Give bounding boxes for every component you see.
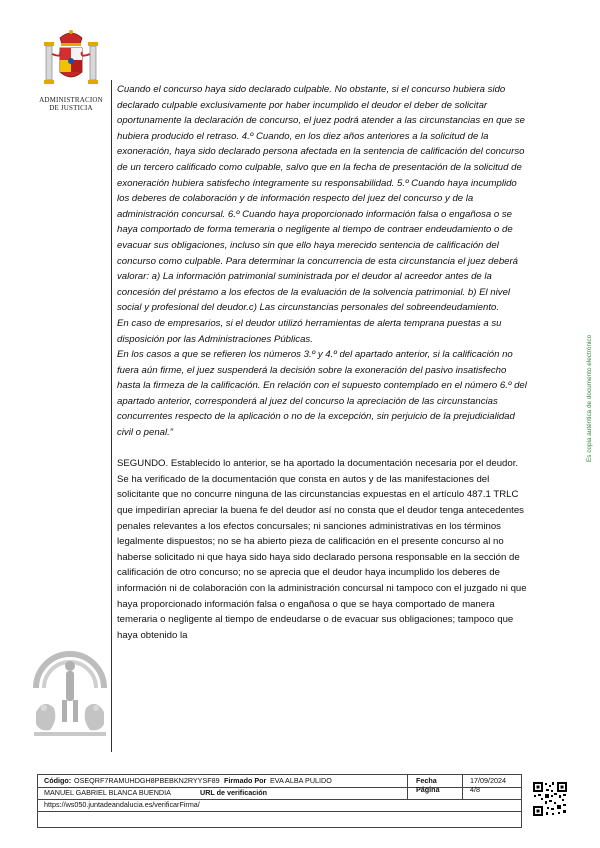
fecha-label: Fecha — [416, 776, 437, 785]
url-label: URL de verificación — [200, 788, 267, 797]
andalusia-emblem-icon — [30, 628, 110, 740]
quoted-paragraph: Cuando el concurso haya sido declarado culpable. No obstante, si el concurso hubiera sido declarado culpable exclusivamente por haber incumplido el deudor el deber de solicitar oportunamente la declaración de concurso, el juez podrá atender a las circunstancias en que se hubiera producido el retraso. 4.º Cuando, en los diez años anteriores a la solicitud de la exoneración, haya sido declarado persona afectada en la sentencia de calificación del concurso de un tercero calificado como culpable, salvo que en la fecha de presentación de la solicitud de exoneración hubiera satisfecho íntegramente su responsabilidad. 5.º Cuando haya incumplido los deberes de colaboración y de información respecto del juez del concurso y de la administración concursal. 6.º Cuando haya proporcionado información falsa o engañosa o se haya comportado de forma temeraria o negligente al tiempo de contraer endeudamiento o de evacuar sus obligaciones, incluso sin que ello haya merecido sentencia de calificación del concurso como culpable. Para determinar la concurrencia de esta circunstancia el juez deberá valorar: a) La información patrimonial suministrada por el deudor al acreedor antes de la concesión del préstamo a los efectos de la evaluación de la solvencia patrimonial. b) El nivel social y profesional del deudor.c) Las circunstancias personales del sobreendeudamiento. — [117, 84, 525, 314]
institution-label: ADMINISTRACION DE JUSTICIA — [39, 96, 103, 112]
fecha-value: 17/09/2024 — [470, 776, 506, 785]
coat-of-arms-icon — [40, 28, 102, 96]
qr-code-icon — [532, 781, 568, 817]
verification-link[interactable]: https://ws050.juntadeandalucia.es/verificarFirma/ — [44, 800, 200, 809]
authenticity-note: Es copia auténtica de documento electrónico — [586, 334, 593, 462]
pagina-label: Página — [416, 785, 440, 794]
signed-value: EVA ALBA PULIDO — [270, 776, 332, 785]
signed-label: Firmado Por — [224, 776, 267, 785]
quoted-paragraph: En los casos a que se refieren los números 3.º y 4.º del apartado anterior, si la calificación no fuera aún firme, el juez suspenderá la decisión sobre la exoneración del pasivo insatisfecho hasta la firmeza de la calificación. En relación con el supuesto contemplado en el número 6.º del apartado anterior, corresponderá al juez del concurso la apreciación de las circunstancias concurrentes respecto de la aplicación o no de la excepción, sin perjuicio de la prejudicialidad civil o penal.” — [117, 349, 527, 439]
code-value: OSEQRF7RAMUHDGH8PBEBKN2RYYSF89 — [74, 776, 220, 785]
verification-footer — [37, 774, 522, 828]
footer-divider — [407, 775, 408, 799]
body-paragraph: SEGUNDO. Establecido lo anterior, se ha aportado la documentación necesaria por el deudor. Se ha verificado de la documentación que consta en autos y de las manifestaciones del solicitante que no concurre ninguna de las circunstancias expuestas en el artículo 487.1 TRLC que impedirían apreciar la buena fe del deudor así no consta que el deudor tenga antecedentes penales relevantes a los efectos concursales; ni sanciones administrativas en los términos legalmente dispuestos; no se ha abierto pieza de calificación en el presente concurso al no haberse solicitado ni que haya sido haya sido declarado persona responsable en la sección de calificación de otro concurso; no se aprecia que el deudor haya incumplido los deberes de información ni de colaboración con la administración concursal ni tampoco con el juzgado ni que haya proporcionado información falsa o engañosa o que se haya comportado de manera temeraria o negligente al tiempo de endeudarse o de evacuar sus obligaciones; tampoco que haya obtenido la — [117, 458, 527, 641]
quoted-paragraph: En caso de empresarios, si el deudor utilizó herramientas de alerta temprana puestas a su disposición por las Administraciones Públicas. — [117, 317, 502, 345]
margin-rule — [111, 80, 112, 752]
code-label: Código: — [44, 776, 72, 785]
footer-divider — [462, 775, 463, 799]
signer-name: MANUEL GABRIEL BLANCA BUENDIA — [44, 788, 171, 797]
pagina-value: 4/8 — [470, 785, 480, 794]
footer-row — [38, 799, 521, 812]
document-body — [117, 82, 527, 643]
